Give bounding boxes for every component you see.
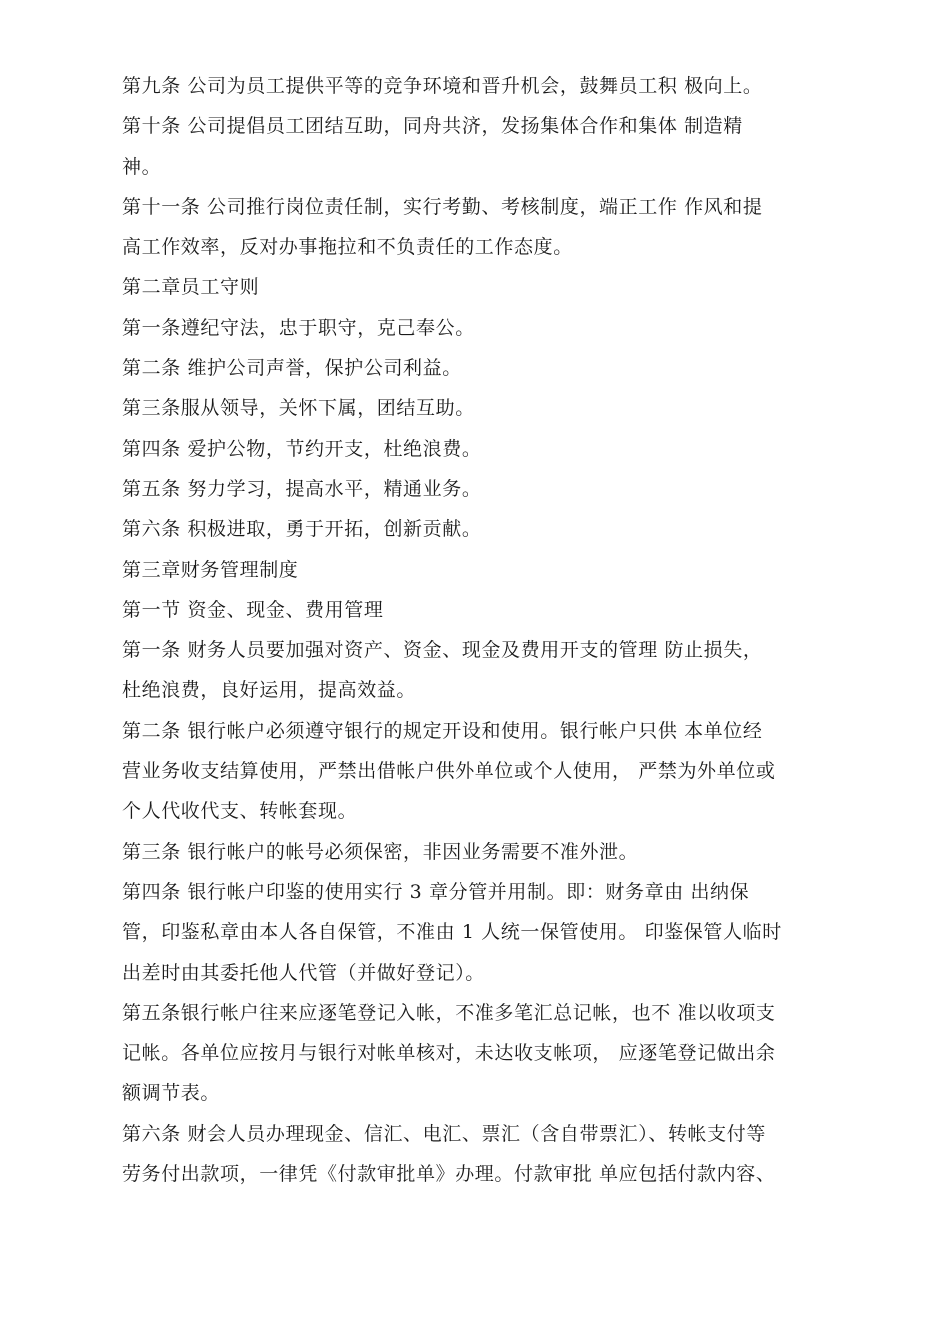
text-line: 杜绝浪费，良好运用，提高效益。 [122,679,417,702]
text-line: 第二条 维护公司声誉，保护公司利益。 [122,357,462,380]
text-line: 第一条 财务人员要加强对资产、资金、现金及费用开支的管理 防止损失， [122,639,763,662]
text-line: 第一条遵纪守法，忠于职守，克己奉公。 [122,316,475,339]
section-heading: 第一节 资金、现金、费用管理 [122,598,384,621]
text-line: 记帐。各单位应按月与银行对帐单核对，未达收支帐项， 应逐笔登记做出余 [122,1042,776,1065]
text-line: 神。 [122,155,162,178]
text-line: 高工作效率，反对办事拖拉和不负责任的工作态度。 [122,236,573,259]
text-line: 第六条 财会人员办理现金、信汇、电汇、票汇（含自带票汇）、转帐支付等 [122,1122,766,1145]
text-line: 营业务收支结算使用，严禁出借帐户供外单位或个人使用， 严禁为外单位或 [122,760,776,783]
text-line: 第五条 努力学习，提高水平，精通业务。 [122,477,482,500]
chapter-heading: 第二章员工守则 [122,276,260,299]
text-line: 管，印鉴私章由本人各自保管，不准由 1 人统一保管使用。 印鉴保管人临时 [122,921,782,944]
text-line: 额调节表。 [122,1082,221,1105]
document-body [122,66,842,1194]
text-line: 出差时由其委托他人代管（并做好登记）。 [122,961,485,984]
text-line: 第十一条 公司推行岗位责任制，实行考勤、考核制度，端正工作 作风和提 [122,195,763,218]
text-line: 第四条 爱护公物，节约开支，杜绝浪费。 [122,437,482,460]
text-line: 第九条 公司为员工提供平等的竞争环境和晋升机会，鼓舞员工积 极向上。 [122,75,763,97]
text-line: 个人代收代支、转帐套现。 [122,800,358,823]
text-line: 第三条 银行帐户的帐号必须保密，非因业务需要不准外泄。 [122,840,639,863]
text-line: 第十条 公司提倡员工团结互助，同舟共济，发扬集体合作和集体 制造精 [122,115,743,138]
text-line: 第六条 积极进取，勇于开拓，创新贡献。 [122,518,482,541]
text-line: 第二条 银行帐户必须遵守银行的规定开设和使用。银行帐户只供 本单位经 [122,719,763,742]
chapter-heading: 第三章财务管理制度 [122,558,299,581]
text-line: 第五条银行帐户往来应逐笔登记入帐，不准多笔汇总记帐，也不 准以收项支 [122,1001,776,1024]
text-line: 第四条 银行帐户印鉴的使用实行 3 章分管并用制。即：财务章由 出纳保 [122,880,750,903]
text-line: 劳务付出款项，一律凭《付款审批单》办理。付款审批 单应包括付款内容、 [122,1163,776,1186]
text-line: 第三条服从领导，关怀下属，团结互助。 [122,397,475,420]
